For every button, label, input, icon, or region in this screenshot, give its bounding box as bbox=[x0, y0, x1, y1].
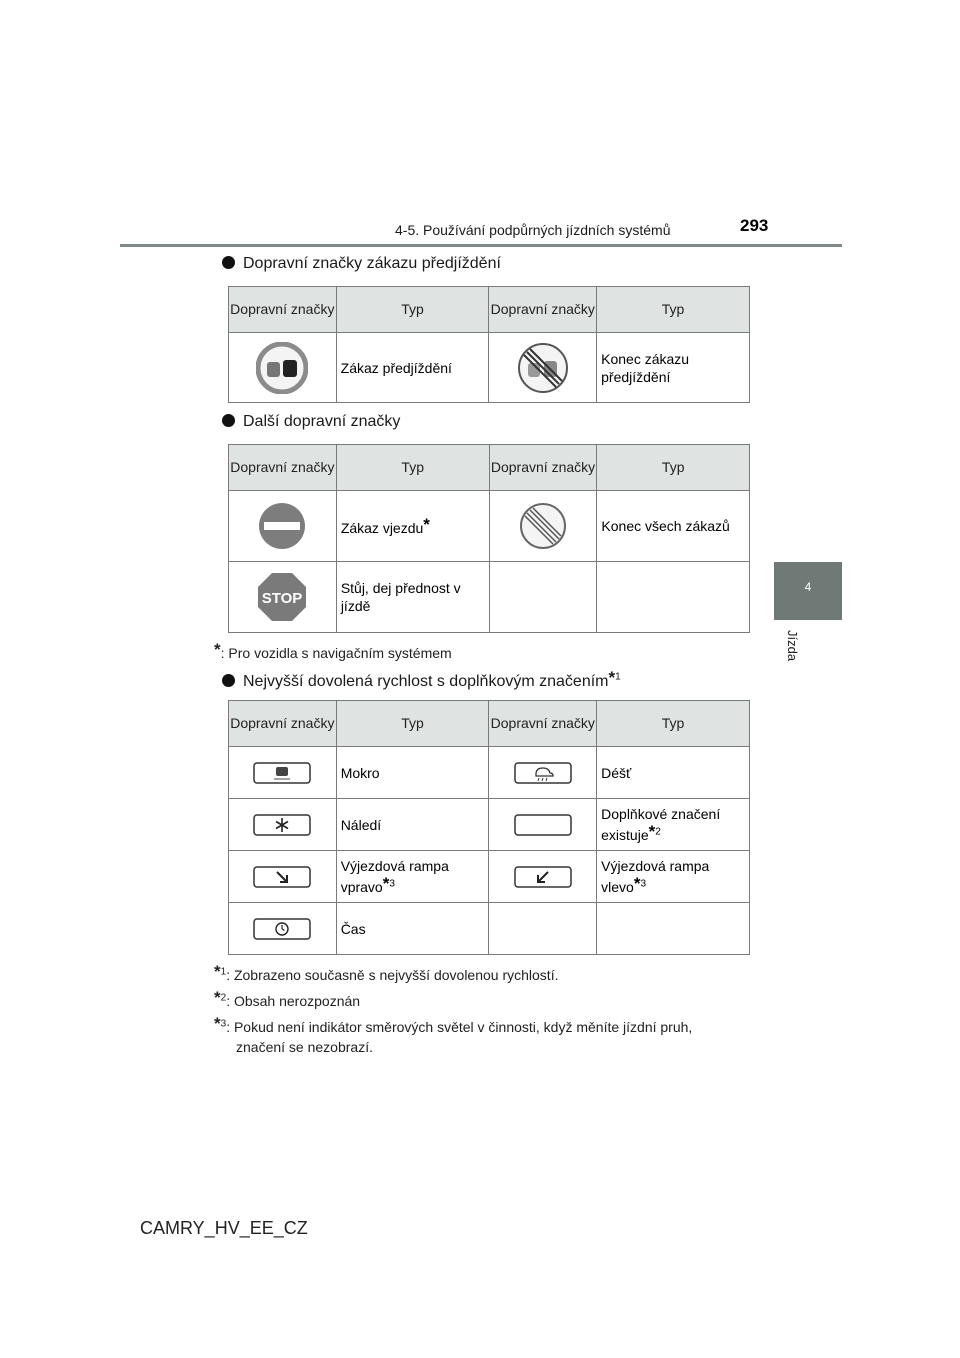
table-row bbox=[229, 333, 750, 403]
ice-plate-icon bbox=[229, 799, 337, 851]
empty-cell bbox=[489, 562, 597, 633]
type-cell: Konec zákazu předjíždění bbox=[597, 333, 750, 403]
col-type: Typ bbox=[336, 287, 489, 333]
type-cell: Zákaz předjíždění bbox=[336, 333, 489, 403]
table-row bbox=[229, 903, 750, 955]
col-type: Typ bbox=[336, 701, 489, 747]
speed-supplementary-table bbox=[228, 700, 750, 955]
exit-ramp-right-plate-icon bbox=[229, 851, 337, 903]
footnote-text: : Pro vozidla s navigačním systémem bbox=[220, 645, 452, 661]
header-section-title: 4-5. Používání podpůrných jízdních systémů bbox=[395, 222, 671, 238]
table-row bbox=[229, 747, 750, 799]
section-heading-speed bbox=[222, 668, 621, 691]
footnote-2 bbox=[214, 988, 360, 1011]
col-type: Typ bbox=[597, 701, 750, 747]
type-cell bbox=[336, 851, 489, 903]
stop-sign-icon bbox=[229, 562, 337, 633]
type-cell: Náledí bbox=[336, 799, 489, 851]
asterisk-icon: * bbox=[214, 640, 221, 659]
empty-cell bbox=[597, 562, 750, 633]
table-row bbox=[229, 799, 750, 851]
bullet-icon bbox=[222, 256, 235, 269]
asterisk-icon: * bbox=[608, 668, 616, 687]
section-heading-text: Nejvyšší dovolená rychlost s doplňkovým značením bbox=[243, 673, 609, 690]
col-sign: Dopravní značky bbox=[489, 701, 597, 747]
other-signs-table bbox=[228, 444, 750, 633]
asterisk-icon: * bbox=[214, 1014, 221, 1033]
type-cell: Déšť bbox=[597, 747, 750, 799]
section-heading-text: Dopravní značky zákazu předjíždění bbox=[243, 255, 501, 272]
end-no-overtaking-sign-icon bbox=[489, 333, 597, 403]
bullet-icon bbox=[222, 674, 235, 687]
table-header-row bbox=[229, 445, 750, 491]
col-sign: Dopravní značky bbox=[489, 445, 597, 491]
chapter-label-text: Jízda bbox=[785, 630, 800, 662]
chapter-tab[interactable]: 4 bbox=[774, 562, 842, 620]
col-type: Typ bbox=[336, 445, 489, 491]
type-text: Zákaz vjezdu bbox=[340, 519, 424, 536]
asterisk-icon: * bbox=[648, 822, 656, 841]
bullet-icon bbox=[222, 414, 235, 427]
table-header-row bbox=[229, 701, 750, 747]
type-cell: Stůj, dej přednost v jízdě bbox=[336, 562, 489, 633]
footnote-1 bbox=[214, 962, 558, 985]
footnote-text-continued: značení se nezobrazí. bbox=[236, 1039, 373, 1055]
footnote-text: : Obsah nerozpoznán bbox=[226, 993, 361, 1009]
type-text: Výjezdová rampa vpravo bbox=[340, 858, 449, 895]
col-sign: Dopravní značky bbox=[229, 445, 337, 491]
asterisk-icon: * bbox=[423, 514, 430, 534]
col-sign: Dopravní značky bbox=[229, 701, 337, 747]
col-type: Typ bbox=[597, 445, 750, 491]
type-cell bbox=[336, 491, 489, 562]
wet-road-plate-icon bbox=[229, 747, 337, 799]
footnote-ref: 1 bbox=[220, 966, 227, 978]
col-sign: Dopravní značky bbox=[489, 287, 597, 333]
asterisk-icon: * bbox=[633, 874, 641, 893]
table-row bbox=[229, 491, 750, 562]
col-sign: Dopravní značky bbox=[229, 287, 337, 333]
type-cell bbox=[597, 799, 750, 851]
header-divider bbox=[120, 244, 842, 247]
footnote-ref: 2 bbox=[220, 992, 227, 1004]
footnote-3 bbox=[214, 1014, 754, 1057]
overtaking-signs-table bbox=[228, 286, 750, 403]
asterisk-icon: * bbox=[382, 874, 390, 893]
section-heading-other bbox=[222, 413, 400, 431]
footnote-ref: 3 bbox=[220, 1018, 227, 1030]
type-text: Doplňkové značení existuje bbox=[601, 806, 721, 843]
no-overtaking-sign-icon bbox=[229, 333, 337, 403]
footnote-text: : Zobrazeno současně s nejvyšší dovolenou rychlostí. bbox=[226, 967, 559, 983]
type-cell: Konec všech zákazů bbox=[597, 491, 750, 562]
asterisk-icon: * bbox=[214, 962, 221, 981]
type-text: Výjezdová rampa vlevo bbox=[601, 858, 710, 895]
stop-sign-text: STOP bbox=[262, 590, 303, 607]
empty-cell bbox=[489, 903, 597, 955]
exit-ramp-left-plate-icon bbox=[489, 851, 597, 903]
document-code: CAMRY_HV_EE_CZ bbox=[140, 1218, 308, 1238]
col-type: Typ bbox=[597, 287, 750, 333]
footnote-star bbox=[214, 640, 452, 663]
clock-plate-icon bbox=[229, 903, 337, 955]
end-all-restrictions-sign-icon bbox=[489, 491, 597, 562]
page-number: 293 bbox=[740, 216, 769, 235]
type-cell: Čas bbox=[336, 903, 489, 955]
footnote-ref: 3 bbox=[389, 878, 395, 890]
rain-plate-icon bbox=[489, 747, 597, 799]
blank-plate-icon bbox=[489, 799, 597, 851]
table-row bbox=[229, 562, 750, 633]
section-heading-overtaking bbox=[222, 255, 501, 273]
table-row bbox=[229, 851, 750, 903]
footnote-ref: 3 bbox=[640, 878, 647, 890]
empty-cell bbox=[597, 903, 750, 955]
no-entry-sign-icon bbox=[229, 491, 337, 562]
chapter-label bbox=[784, 630, 804, 670]
table-header-row bbox=[229, 287, 750, 333]
type-cell bbox=[597, 851, 750, 903]
footnote-ref: 1 bbox=[615, 671, 621, 683]
footnote-text: : Pokud není indikátor směrových světel v činnosti, když měníte jízdní pruh, bbox=[226, 1019, 693, 1035]
type-cell: Mokro bbox=[336, 747, 489, 799]
section-heading-text: Další dopravní značky bbox=[243, 413, 401, 430]
footnote-ref: 2 bbox=[655, 826, 661, 838]
asterisk-icon: * bbox=[214, 988, 221, 1007]
